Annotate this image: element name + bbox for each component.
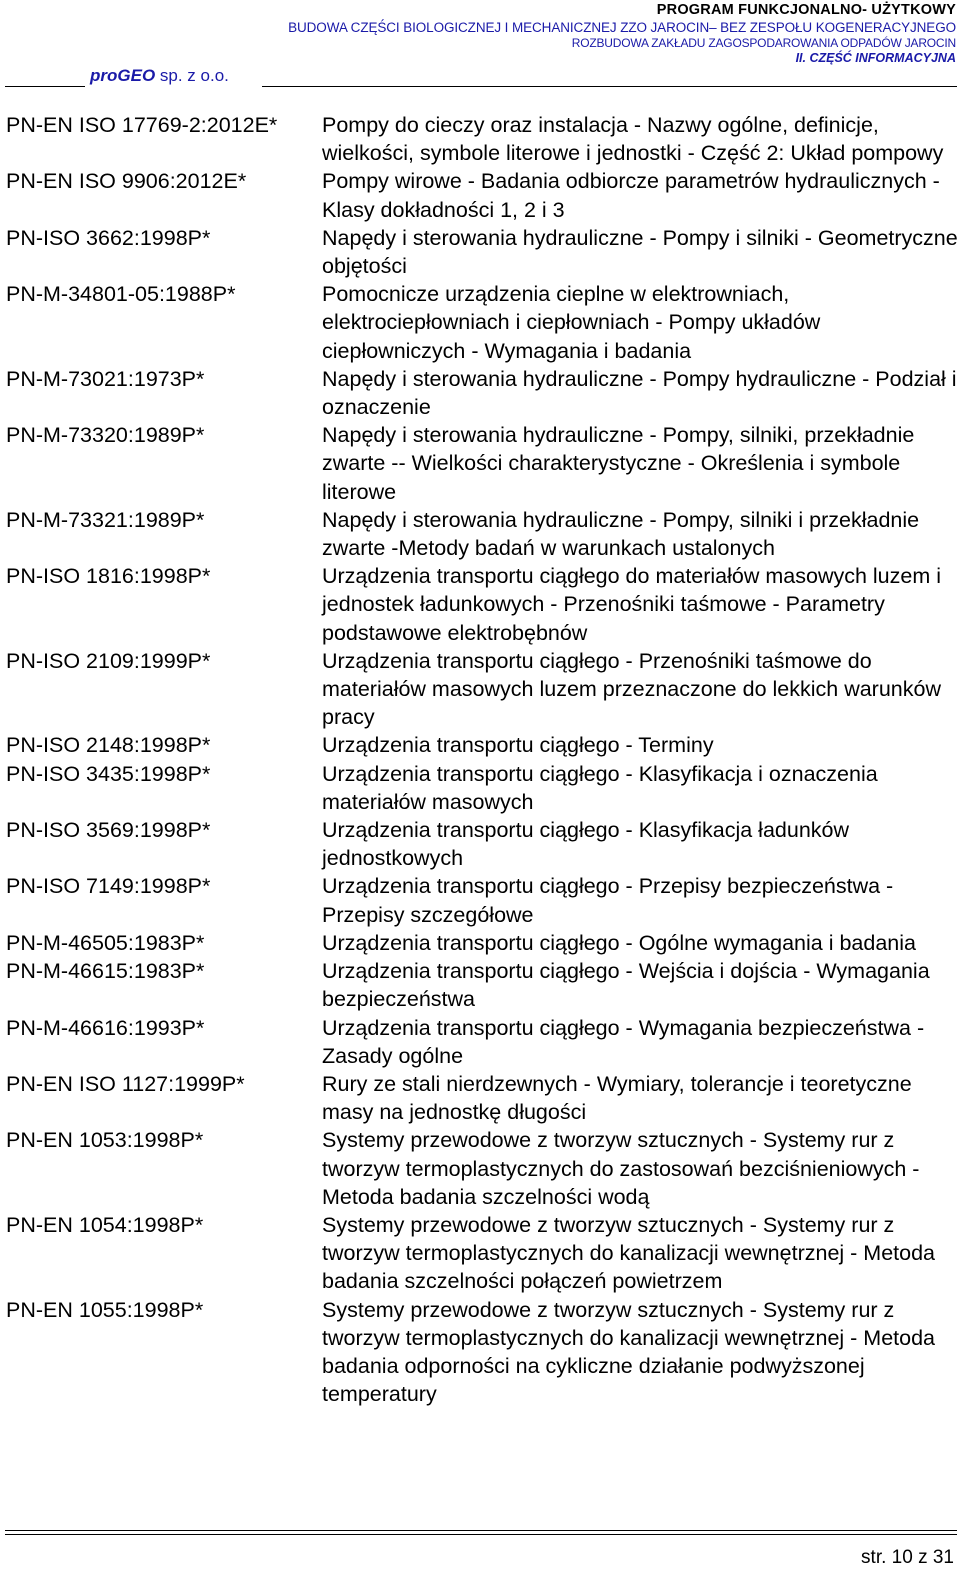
standard-row [6,1126,958,1211]
header-subtitle-part: II. CZĘŚĆ INFORMACYJNA [795,51,956,65]
standard-description: Napędy i sterowania hydrauliczne - Pompy, silniki i przekładnie zwarte -Metody badań w warunkach ustalonych [322,507,920,561]
standard-row [6,562,958,647]
standard-description: Napędy i sterowania hydrauliczne - Pompy, silniki, przekładnie zwarte -- Wielkości charakterystyczne - Określenia i symbole literowe [322,423,915,504]
standard-row [6,760,958,816]
standard-row [6,1211,958,1296]
footer-rule-top [5,1530,957,1531]
standard-description: Urządzenia transportu ciągłego - Klasyfikacja i oznaczenia materiałów masowych [322,761,878,814]
standard-row [6,1014,958,1070]
header-titles [288,0,956,66]
standard-description: Rury ze stali nierdzewnych - Wymiary, tolerancje i teoretyczne masy na jednostkę długości [322,1071,912,1125]
standard-code: PN-M-73321:1989P* [6,507,205,532]
standard-row [6,816,958,872]
logo-rest-text: sp. z o.o. [155,66,229,85]
header-subtitle-project: BUDOWA CZĘŚCI BIOLOGICZNEJ I MECHANICZNEJ ZZO JAROCIN– BEZ ZESPOŁU KOGENERACYJNEGO [288,20,956,35]
standard-description: Systemy przewodowe z tworzyw sztucznych - Systemy rur z tworzyw termoplastycznych do kanalizacji wewnętrznej - Metoda badania szczelności połączeń powietrzem [322,1212,935,1294]
standard-code: PN-EN ISO 9906:2012E* [6,169,247,194]
standard-description: Urządzenia transportu ciągłego - Przenośniki taśmowe do materiałów masowych luzem przeznaczone do lekkich warunków pracy [322,648,941,730]
footer-rule-bottom [5,1534,957,1535]
standard-row [6,365,958,421]
standard-row [6,1070,958,1126]
standard-code: PN-M-46615:1983P* [6,959,205,984]
standard-description: Urządzenia transportu ciągłego - Wymagania bezpieczeństwa - Zasady ogólne [322,1015,925,1068]
header-rule-left [5,86,85,87]
standard-row [6,421,958,506]
standard-code: PN-M-73320:1989P* [6,423,205,448]
standard-description: Napędy i sterowania hydrauliczne - Pompy hydrauliczne - Podział i oznaczenie [322,366,957,420]
standard-row [6,731,958,759]
standard-description: Urządzenia transportu ciągłego - Ogólne wymagania i badania [322,930,916,955]
standard-description: Urządzenia transportu ciągłego - Przepisy bezpieczeństwa - Przepisy szczegółowe [322,874,894,927]
standard-description: Pomocnicze urządzenia cieplne w elektrowniach, elektrociepłowniach i ciepłowniach - Pompy układów ciepłowniczych - Wymagania i badania [322,282,821,363]
standard-description: Urządzenia transportu ciągłego do materiałów masowych luzem i jednostek ładunkowych - Przenośniki taśmowe - Parametry podstawowe elektrobębnów [322,564,942,645]
standard-code: PN-EN 1053:1998P* [6,1128,204,1153]
standard-description: Systemy przewodowe z tworzyw sztucznych - Systemy rur z tworzyw termoplastycznych do zastosowań bezciśnieniowych - Metoda badania szczelności wodą [322,1128,920,1209]
standard-description: Urządzenia transportu ciągłego - Terminy [322,733,714,758]
standard-code: PN-M-46505:1983P* [6,930,205,955]
header-rule-right [262,86,957,87]
standard-description: Urządzenia transportu ciągłego - Wejścia i dojścia - Wymagania bezpieczeństwa [322,959,930,1012]
standard-code: PN-M-73021:1973P* [6,366,205,391]
standards-list [6,111,958,1408]
header-title: PROGRAM FUNKCJONALNO- UŻYTKOWY [656,2,956,18]
standard-code: PN-ISO 2109:1999P* [6,648,211,673]
standard-code: PN-EN ISO 17769-2:2012E* [6,113,278,137]
page-number: str. 10 z 31 [861,1547,954,1568]
standard-row [6,647,958,732]
standard-code: PN-EN ISO 1127:1999P* [6,1071,245,1096]
standard-description: Urządzenia transportu ciągłego - Klasyfikacja ładunków jednostkowych [322,818,850,871]
standard-row [6,167,958,223]
page-header [0,0,960,96]
standard-row [6,929,958,957]
standard-code: PN-ISO 3662:1998P* [6,225,211,250]
standard-description: Systemy przewodowe z tworzyw sztucznych - Systemy rur z tworzyw termoplastycznych do kanalizacji wewnętrznej - Metoda badania odporności na cykliczne działanie podwyższonej temperatury [322,1297,935,1407]
standard-code: PN-M-46616:1993P* [6,1015,205,1040]
logo-bold-text: proGEO [90,66,156,85]
standard-code: PN-ISO 7149:1998P* [6,874,211,899]
standard-code: PN-EN 1055:1998P* [6,1297,204,1322]
standard-row [6,280,958,365]
standard-code: PN-ISO 3569:1998P* [6,818,211,843]
standard-row [6,111,958,167]
company-logo [90,66,229,86]
standard-code: PN-ISO 3435:1998P* [6,761,211,786]
standard-row [6,957,958,1013]
standard-description: Pompy wirowe - Badania odbiorcze parametrów hydraulicznych - Klasy dokładności 1, 2 i 3 [322,169,940,222]
standard-row [6,1296,958,1409]
standard-row [6,872,958,928]
standard-code: PN-ISO 2148:1998P* [6,733,211,758]
standard-code: PN-M-34801-05:1988P* [6,282,236,307]
standard-description: Napędy i sterowania hydrauliczne - Pompy i silniki - Geometryczne objętości [322,225,958,279]
header-subtitle-plant: ROZBUDOWA ZAKŁADU ZAGOSPODAROWANIA ODPADÓW JAROCIN [571,36,956,50]
standard-row [6,224,958,280]
standard-code: PN-ISO 1816:1998P* [6,564,211,589]
standard-row [6,506,958,562]
standard-description: Pompy do cieczy oraz instalacja - Nazwy ogólne, definicje, wielkości, symbole literowe i jednostki - Część 2: Układ pompowy [322,113,944,166]
standard-code: PN-EN 1054:1998P* [6,1212,204,1237]
